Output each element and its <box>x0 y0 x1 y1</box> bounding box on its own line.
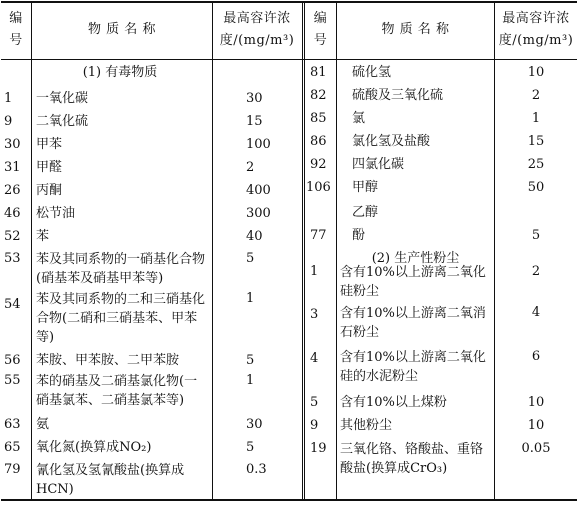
limit-value: 5 <box>246 251 255 266</box>
header-conc-line: 度/(mg/m³) <box>219 33 295 48</box>
row-num: 46 <box>4 206 21 221</box>
row-num: 77 <box>310 228 327 243</box>
header-name-left: 物 质 名 称 <box>88 22 156 37</box>
row-num: 5 <box>310 395 319 410</box>
header-num-char: 编 <box>9 11 23 26</box>
limit-value: 100 <box>246 137 271 152</box>
substance-name: 含有10%以上游离二氧化硅的水泥粉尘 <box>340 350 486 384</box>
row-num: 31 <box>4 160 21 175</box>
header-rule <box>1 59 577 60</box>
substance-name: 甲醇 <box>352 180 379 195</box>
limit-value: 2 <box>531 264 541 279</box>
substance-name: 酚 <box>352 228 366 243</box>
row-num: 79 <box>4 462 21 477</box>
col-divider <box>212 1 213 501</box>
row-num: 55 <box>4 373 21 388</box>
substance-name: 苯 <box>36 229 50 244</box>
row-num: 86 <box>310 134 327 149</box>
row-num: 9 <box>310 418 319 433</box>
substance-name: 氧化氮(换算成NO₂) <box>36 440 152 455</box>
limit-value: 15 <box>246 114 263 129</box>
limit-value: 4 <box>531 305 541 320</box>
limit-value: 1 <box>531 111 541 126</box>
row-num: 4 <box>310 351 319 366</box>
limit-value: 30 <box>246 417 263 432</box>
header-num-char: 号 <box>313 33 328 48</box>
limit-value: 25 <box>527 157 545 172</box>
row-num: 53 <box>4 251 21 266</box>
limit-value: 15 <box>527 134 545 149</box>
substance-name: 苯及其同系物的二和三硝基化合物(二硝和三硝基苯、甲苯等) <box>36 292 206 345</box>
limit-value: 2 <box>531 88 541 103</box>
substance-name: 氯 <box>352 111 366 126</box>
substance-name: 甲苯 <box>36 137 63 152</box>
limit-value: 1 <box>246 373 255 388</box>
header-num-right <box>306 8 335 52</box>
row-num: 52 <box>4 229 21 244</box>
limit-value: 5 <box>246 440 255 455</box>
row-num: 19 <box>310 441 327 456</box>
header-conc-left <box>213 8 301 52</box>
header-conc-right <box>495 8 577 52</box>
limit-value: 1 <box>246 291 255 306</box>
row-num: 3 <box>310 307 319 322</box>
row-num: 81 <box>310 65 327 80</box>
row-num: 63 <box>4 417 21 432</box>
substance-name: 苯及其同系物的一硝基化合物(硝基苯及硝基甲苯等) <box>36 252 206 286</box>
limit-value: 0.3 <box>246 462 267 477</box>
section-heading-toxic: (1) 有毒物质 <box>82 65 158 80</box>
substance-name: 氨 <box>36 417 50 432</box>
substance-name: 含有10%以上游离二氧消石粉尘 <box>340 306 486 340</box>
row-num: 106 <box>306 180 331 195</box>
limit-value: 400 <box>246 183 271 198</box>
row-num: 1 <box>310 264 319 279</box>
center-divider <box>302 1 305 501</box>
header-num-char: 号 <box>9 33 23 48</box>
substance-name: 氰化氢及氢氰酸盐(换算成HCN) <box>36 463 185 497</box>
header-name-right: 物 质 名 称 <box>381 22 450 37</box>
substance-name: 二氧化硫 <box>36 114 89 129</box>
substance-name: 丙酮 <box>36 183 63 198</box>
header-conc-line: 最高容许浓 <box>502 11 570 26</box>
row-num: 30 <box>4 137 21 152</box>
limit-value: 50 <box>527 180 545 195</box>
row-num: 54 <box>4 297 21 312</box>
row-num: 85 <box>310 111 327 126</box>
substance-name: 苯胺、甲苯胺、二甲苯胺 <box>36 353 180 368</box>
substance-name: 乙醇 <box>352 205 379 220</box>
header-conc-line: 最高容许浓 <box>223 11 291 26</box>
limit-value: 40 <box>246 229 263 244</box>
row-num: 1 <box>4 91 13 106</box>
limit-value: 10 <box>527 395 545 410</box>
limit-value: 5 <box>246 353 255 368</box>
substance-name: 甲醛 <box>36 160 63 175</box>
row-num: 56 <box>4 353 21 368</box>
substance-name: 一氧化碳 <box>36 91 89 106</box>
header-num-left <box>2 8 30 52</box>
limit-value: 300 <box>246 206 271 221</box>
limit-value: 10 <box>527 418 545 433</box>
substance-name: 硫化氢 <box>352 65 392 80</box>
row-num: 65 <box>4 440 21 455</box>
row-num: 26 <box>4 183 21 198</box>
limit-value: 2 <box>246 160 255 175</box>
limit-value: 6 <box>531 349 541 364</box>
substance-name: 四氯化碳 <box>352 157 405 172</box>
substance-name: 松节油 <box>36 206 76 221</box>
limit-value: 0.05 <box>521 441 551 456</box>
substance-name: 氯化氢及盐酸 <box>352 134 431 149</box>
row-num: 92 <box>310 157 327 172</box>
substance-name: 硫酸及三氧化硫 <box>352 88 444 103</box>
limit-value: 10 <box>527 65 545 80</box>
row-num: 82 <box>310 88 327 103</box>
header-num-char: 编 <box>313 11 328 26</box>
substance-name: 含有10%以上煤粉 <box>340 395 447 410</box>
col-divider <box>31 1 32 501</box>
limit-value: 30 <box>246 91 263 106</box>
section-heading-dust: (2) 生产性粉尘 <box>371 251 460 266</box>
substance-name: 三氧化铬、铬酸盐、重铬酸盐(换算成CrO₃) <box>340 442 484 476</box>
substance-name: 含有10%以上游离二氧化硅粉尘 <box>340 265 486 299</box>
limit-value: 5 <box>531 228 541 243</box>
row-num: 9 <box>4 114 13 129</box>
substance-name: 苯的硝基及二硝基氯化物(一硝基氯苯、二硝基氯苯等) <box>36 374 198 408</box>
header-conc-line: 度/(mg/m³) <box>498 33 574 48</box>
substance-name: 其他粉尘 <box>340 418 393 433</box>
